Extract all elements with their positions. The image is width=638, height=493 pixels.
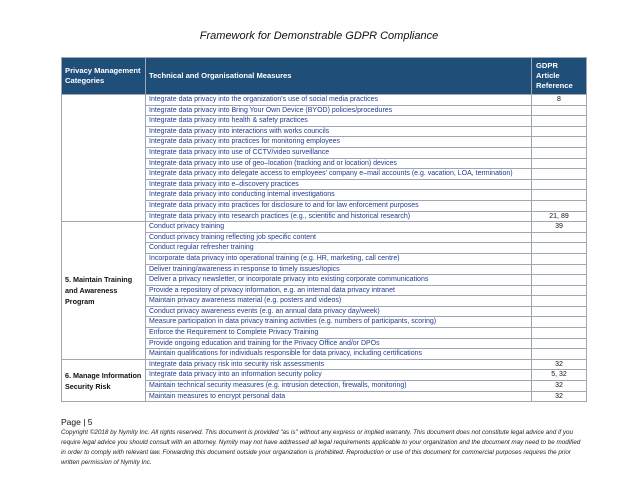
measure-cell: Integrate data privacy into delegate access to employees' company e–mail accounts (e.g. vacation, LOA, termination) [146,169,532,180]
article-reference-cell [532,232,587,243]
article-reference-cell [532,317,587,328]
article-reference-cell [532,158,587,169]
category-cell: 6. Manage Information Security Risk [62,359,146,401]
measure-cell: Integrate data privacy into Bring Your Own Device (BYOD) policies/procedures [146,105,532,116]
measure-cell: Integrate data privacy into e–discovery practices [146,179,532,190]
article-reference-cell: 39 [532,222,587,233]
measure-cell: Integrate data privacy into conducting internal investigations [146,190,532,201]
measure-cell: Incorporate data privacy into operational training (e.g. HR, marketing, call centre) [146,253,532,264]
measure-cell: Integrate data privacy into interactions with works councils [146,126,532,137]
measure-cell: Deliver training/awareness in response to timely issues/topics [146,264,532,275]
article-reference-cell: 21, 89 [532,211,587,222]
measure-cell: Integrate data privacy into use of CCTV/video surveillance [146,147,532,158]
measure-cell: Integrate data privacy into the organization's use of social media practices [146,95,532,106]
article-reference-cell [532,285,587,296]
compliance-framework-table [61,57,587,402]
measure-cell: Conduct regular refresher training [146,243,532,254]
article-reference-cell [532,328,587,339]
document-title: Framework for Demonstrable GDPR Compliance [199,30,439,42]
header-measures: Technical and Organisational Measures [146,58,532,95]
copyright-notice: Copyright ©2018 by Nymity Inc. All rights reserved. This document is provided "as is" without any express or implied warranty. This document does not constitute legal advice and if you require legal advice you should consult with an attorney. Nymity may not have addressed all legal requirements applicable to your organization and the document may need to be modified in order to comply with relevant law. Forwarding this document outside your organization is prohibited. Reproduction or use of this document for commercial purposes requires the prior written permission of Nymity Inc. [61,429,581,466]
measure-cell: Provide a repository of privacy information, e.g. an internal data privacy intranet [146,285,532,296]
table-row [62,222,587,233]
measure-cell: Integrate data privacy into practices for monitoring employees [146,137,532,148]
article-reference-cell [532,126,587,137]
article-reference-cell: 8 [532,95,587,106]
category-cell [62,95,146,222]
article-reference-cell [532,200,587,211]
article-reference-cell [532,169,587,180]
measure-cell: Conduct privacy awareness events (e.g. an annual data privacy day/week) [146,306,532,317]
measure-cell: Maintain privacy awareness material (e.g. posters and videos) [146,296,532,307]
page-number: Page | 5 [61,417,93,427]
article-reference-cell [532,116,587,127]
article-reference-cell [532,349,587,360]
header-article-reference: GDPR Article Reference [532,58,587,95]
article-reference-cell [532,338,587,349]
measure-cell: Integrate data privacy into research practices (e.g., scientific and historical research) [146,211,532,222]
measure-cell: Maintain technical security measures (e.g. intrusion detection, firewalls, monitoring) [146,381,532,392]
measure-cell: Enforce the Requirement to Complete Privacy Training [146,328,532,339]
measure-cell: Integrate data privacy into practices for disclosure to and for law enforcement purposes [146,200,532,211]
measure-cell: Provide ongoing education and training for the Privacy Office and/or DPOs [146,338,532,349]
category-cell: 5. Maintain Training and Awareness Program [62,222,146,360]
measure-cell: Deliver a privacy newsletter, or incorporate privacy into existing corporate communications [146,275,532,286]
table-row [62,95,587,106]
measure-cell: Maintain measures to encrypt personal data [146,391,532,402]
article-reference-cell [532,190,587,201]
article-reference-cell [532,264,587,275]
measure-cell: Integrate data privacy risk into security risk assessments [146,359,532,370]
measure-cell: Conduct privacy training reflecting job specific content [146,232,532,243]
article-reference-cell [532,105,587,116]
measure-cell: Integrate data privacy into health & safety practices [146,116,532,127]
article-reference-cell: 32 [532,359,587,370]
table-body [62,95,587,402]
article-reference-cell: 32 [532,381,587,392]
measure-cell: Maintain qualifications for individuals responsible for data privacy, including certifications [146,349,532,360]
header-categories: Privacy Management Categories [62,58,146,95]
measure-cell: Measure participation in data privacy training activities (e.g. numbers of participants, scoring) [146,317,532,328]
article-reference-cell [532,306,587,317]
article-reference-cell [532,253,587,264]
table-row [62,359,587,370]
article-reference-cell: 5, 32 [532,370,587,381]
article-reference-cell [532,137,587,148]
article-reference-cell [532,147,587,158]
table-header-row [62,58,587,95]
article-reference-cell [532,179,587,190]
measure-cell: Conduct privacy training [146,222,532,233]
article-reference-cell: 32 [532,391,587,402]
article-reference-cell [532,296,587,307]
measure-cell: Integrate data privacy into use of geo–location (tracking and or location) devices [146,158,532,169]
article-reference-cell [532,275,587,286]
article-reference-cell [532,243,587,254]
measure-cell: Integrate data privacy into an information security policy [146,370,532,381]
